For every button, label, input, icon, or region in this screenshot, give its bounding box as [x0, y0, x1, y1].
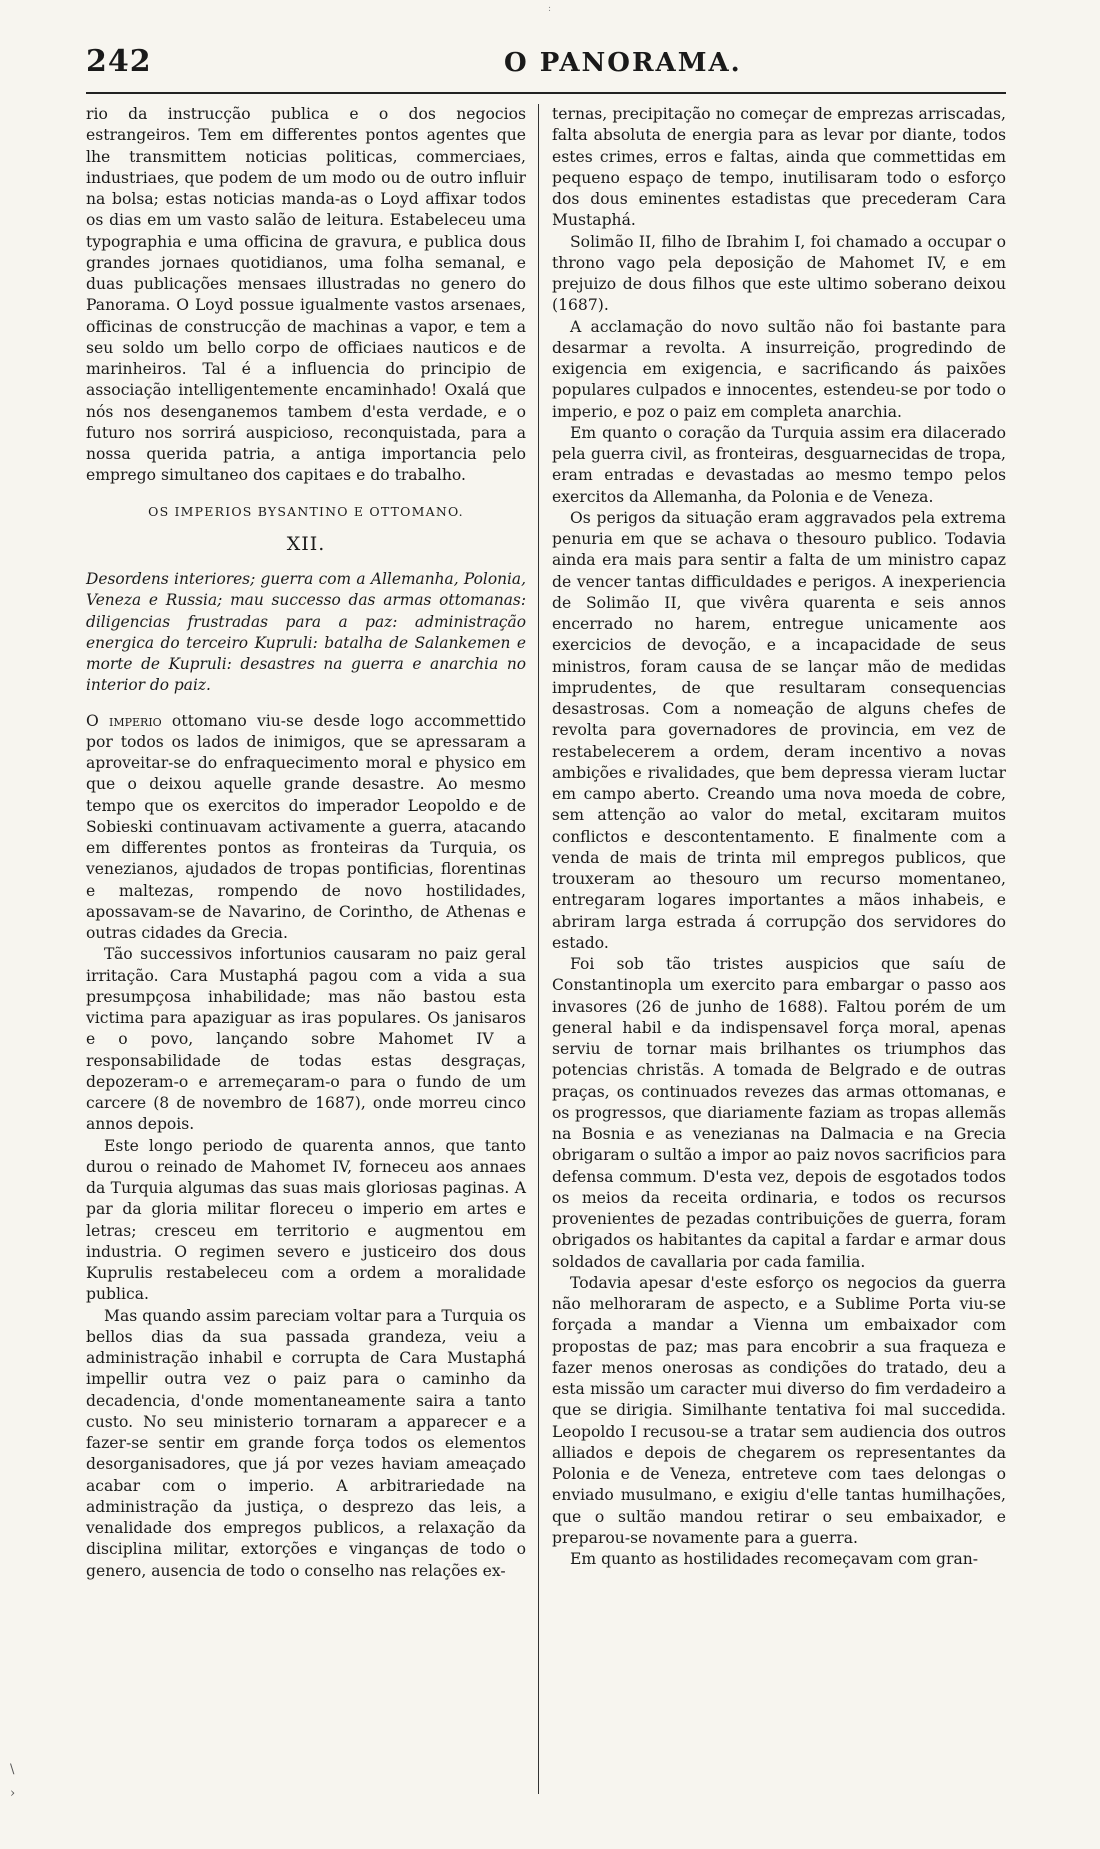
- margin-mark: \: [10, 1762, 15, 1777]
- page-header: [86, 44, 1006, 88]
- paragraph-text: ottomano viu-se desde logo accommettido por todos os lados de inimigos, que se apressaram a aproveitar-se do enfraquecimento moral e physico em que o deixou aquelle grande desastre. Ao mesmo tempo que os exercitos do imperador Leopoldo e de Sobieski continuavam activamente a guerra, atacando em differentes pontos as fronteiras da Turquia, os venezianos, ajudados de tropas pontificias, florentinas e maltezas, rompendo de novo hostilidades, apossavam-se de Navarino, de Corintho, de Athenas e outras cidades da Grecia.: [86, 711, 526, 942]
- paragraph: Os perigos da situação eram aggravados pela extrema penuria em que se achava o thesouro publico. Todavia ainda era mais para sentir a falta de um ministro capaz de vencer tantas difficuldades e perigos. A inexperiencia de Solimão II, que vivêra quarenta e seis annos encerrado no harem, entregue unicamente aos exercicios de devoção, e a incapacidade de seus ministros, foram causa de se lançar mão de medidas imprudentes, de que resultaram consequencias desastrosas. Com a nomeação de alguns chefes de revolta para governadores de provincia, em vez de restabelecerem a ordem, deram incentivo a novas ambições e rivalidades, que bem depressa vieram luctar em campo aberto. Creando uma nova moeda de cobre, sem attenção ao valor do metal, excitaram muitos conflictos e descontentamento. E finalmente com a venda de mais de trinta mil empregos publicos, que trouxeram ao thesouro um recurso momentaneo, entregaram logares importantes a mãos inhabeis, e abriram larga estrada á corrupção dos servidores do estado.: [552, 508, 1006, 952]
- left-column: [86, 104, 526, 1582]
- page-number: 242: [86, 44, 152, 79]
- section-number: XII.: [286, 532, 326, 555]
- paragraph: Tão successivos infortunios causaram no paiz geral irritação. Cara Mustaphá pagou com a vida a sua presumpçosa inhabilidade; mas não bastou esta victima para apaziguar as iras populares. Os janisaros e o povo, lançando sobre Mahomet IV a responsabilidade de todas estas desgraças, depozeram-o e arremeçaram-o para o fundo de um carcere (8 de novembro de 1687), onde morreu cinco annos depois.: [86, 945, 526, 1134]
- paragraph: [86, 711, 526, 945]
- section-title: OS IMPERIOS BYSANTINO E OTTOMANO.: [148, 503, 464, 519]
- paragraph: ternas, precipitação no começar de emprezas arriscadas, falta absoluta de energia para as levar por diante, todos estes crimes, erros e faltas, ainda que commettidas em pequeno espaço de tempo, inutilisaram todo o esforço dos dous eminentes estadistas que precederam Cara Mustaphá.: [552, 105, 1006, 230]
- journal-title: O PANORAMA.: [504, 48, 742, 78]
- paragraph: Solimão II, filho de Ibrahim I, foi chamado a occupar o throno vago pela deposição de Mahomet IV, e em prejuizo de dous filhos que este ultimo soberano deixou (1687).: [552, 232, 1006, 315]
- header-rule: [86, 92, 1006, 94]
- paragraph: Em quanto o coração da Turquia assim era dilacerado pela guerra civil, as fronteiras, desguarnecidas de tropa, eram entradas e devastadas ao mesmo tempo pelos exercitos da Allemanha, da Polonia e de Veneza.: [552, 423, 1006, 506]
- paragraph: A acclamação do novo sultão não foi bastante para desarmar a revolta. A insurreição, progredindo de exigencia em exigencia, e sacrificando ás paixões populares culpados e innocentes, estendeu-se por todo o imperio, e poz o paiz em completa anarchia.: [552, 317, 1006, 421]
- column-divider: [538, 104, 539, 1794]
- chapter-summary: Desordens interiores; guerra com a Allemanha, Polonia, Veneza e Russia; mau successo das armas ottomanas: diligencias frustradas para a paz: administração energica do terceiro Kupruli: batalha de Salankemen e morte de Kupruli: desastres na guerra e anarchia no interior do paiz.: [86, 570, 526, 695]
- paragraph: Todavia apesar d'este esforço os negocios da guerra não melhoraram de aspecto, e a Sublime Porta viu-se forçada a mandar a Vienna um embaixador com propostas de paz; mas para encobrir a sua fraqueza e fazer menos onerosas as condições do tratado, deu a esta missão um caracter mui diverso do fim verdadeiro a que se dirigia. Similhante tentativa foi mal succedida. Leopoldo I recusou-se a tratar sem audiencia dos outros alliados e depois de chegarem os representantes da Polonia e de Veneza, entreteve com taes delongas o enviado musulmano, e exigiu d'elle tantas humilhações, que o sultão mandou retirar o seu embaixador, e preparou-se novamente para a guerra.: [552, 1273, 1006, 1547]
- paragraph: Mas quando assim pareciam voltar para a Turquia os bellos dias da sua passada grandeza, veiu a administração inhabil e corrupta de Cara Mustaphá impellir outra vez o paiz para o caminho da decadencia, d'onde momentaneamente saira a tanto custo. No seu ministerio tornaram a apparecer e a fazer-se sentir em grande força todos os elementos desorganisadores, que já por vezes haviam ameaçado acabar com o imperio. A arbitrariedade na administração da justiça, o desprezo das leis, a venalidade dos empregos publicos, a relaxação da disciplina militar, extorções e vinganças de todo o genero, ausencia de todo o conselho nas relações ex-: [86, 1306, 526, 1580]
- right-column: [552, 104, 1006, 1570]
- paragraph: rio da instrucção publica e o dos negocios estrangeiros. Tem em differentes pontos agentes que lhe transmittem noticias politicas, commerciaes, industriaes, que podem de um modo ou de outro influir na bolsa; estas noticias manda-as o Loyd affixar todos os dias em um vasto salão de leitura. Estabeleceu uma typographia e uma officina de gravura, e publica dous grandes jornaes quotidianos, uma folha semanal, e duas publicações mensaes illustradas no genero do Panorama. O Loyd possue igualmente vastos arsenaes, officinas de construcção de machinas a vapor, e tem a seu soldo um bello corpo de officiaes nauticos e de marinheiros. Tal é a influencia do principio de associação intelligentemente encaminhado! Oxalá que nós nos desenganemos tambem d'esta verdade, e o futuro nos sorrirá auspicioso, reconquistada, para a nossa querida patria, a antiga importancia pelo emprego simultaneo dos capitaes e do trabalho.: [86, 105, 526, 485]
- lead-word: O imperio: [86, 711, 162, 730]
- paragraph: Em quanto as hostilidades recomeçavam com gran-: [570, 1550, 979, 1568]
- page-mark: :: [548, 4, 552, 14]
- paragraph: Este longo periodo de quarenta annos, que tanto durou o reinado de Mahomet IV, forneceu aos annaes da Turquia algumas das suas mais gloriosas paginas. A par da gloria militar floreceu o imperio em artes e letras; cresceu em territorio e augmentou em industria. O regimen severo e justiceiro dos dous Kuprulis restabeleceu com a ordem a moralidade publica.: [86, 1136, 526, 1304]
- paragraph: Foi sob tão tristes auspicios que saíu de Constantinopla um exercito para embargar o passo aos invasores (26 de junho de 1688). Faltou porém de um general habil e da indispensavel força moral, apenas serviu de tornar mais brilhantes os triumphos das potencias christãs. A tomada de Belgrado e de outras praças, os continuados revezes das armas ottomanas, e os progressos, que diariamente faziam as tropas allemãs na Bosnia e as venezianas na Dalmacia e na Grecia obrigaram o sultão a impor ao paiz novos sacrificios para defensa commum. D'esta vez, depois de esgotados todos os meios da receita ordinaria, e todos os recursos provenientes de pezadas contribuições de guerra, foram obrigados os habitantes da capital a fardar e armar dous soldados de cavallaria por cada familia.: [552, 955, 1006, 1271]
- margin-mark: ›: [10, 1786, 16, 1801]
